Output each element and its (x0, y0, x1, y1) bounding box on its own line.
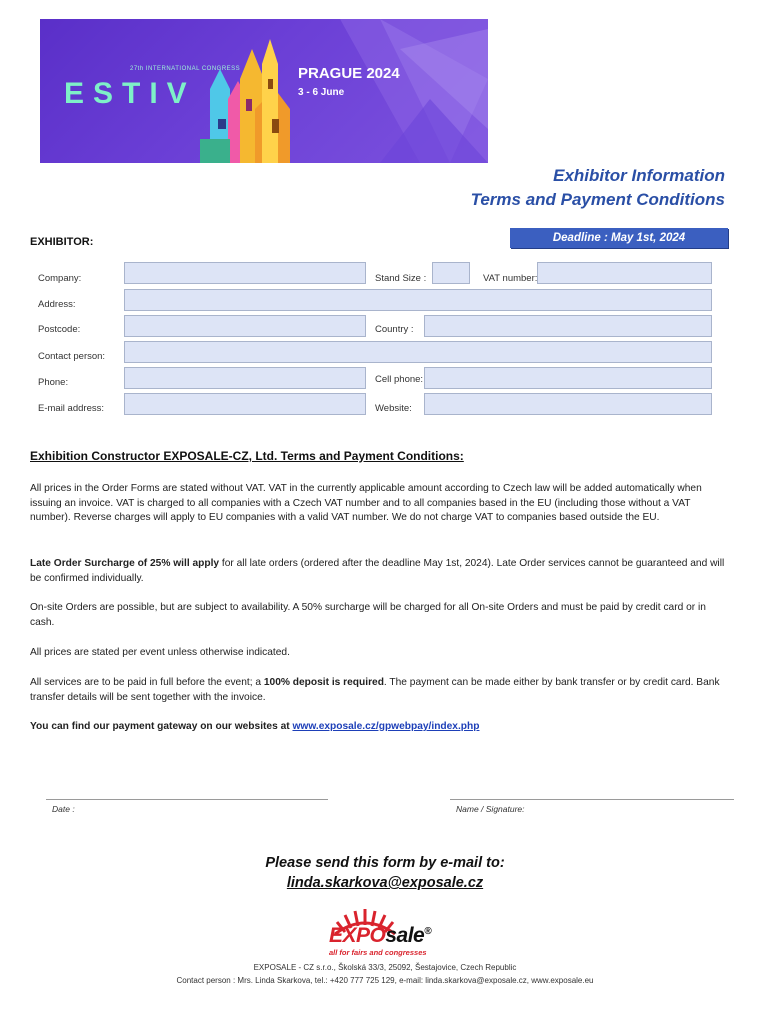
phone-label: Phone: (38, 377, 69, 388)
vat-number-label: VAT number: (483, 273, 538, 284)
banner-congress-text: 27th INTERNATIONAL CONGRESS (130, 66, 241, 72)
late-order-text: for all late orders (ordered after the deadline May 1st, 2024). Late Order services cannot be guaranteed and will be confirmed individually. (30, 558, 725, 584)
company-field[interactable] (124, 262, 366, 284)
terms-paragraph-vat: All prices in the Order Forms are stated without VAT. VAT in the currently applicable amount according to Czech law will be added automatically when issuing an invoice. VAT is charged to all companies with a Czech VAT number and to all companies based in the EU (including those without a VAT number). Reverse charges will apply to EU companies with a valid VAT number. We do not charge VAT to companies based outside the EU. (30, 483, 702, 524)
banner-logo-text: ESTIV (64, 77, 196, 110)
email-field[interactable] (124, 393, 366, 415)
country-label: Country : (375, 324, 414, 335)
banner-dates: 3 - 6 June (298, 87, 345, 98)
late-order-bold: Late Order Surcharge of 25% will apply (30, 558, 220, 569)
payment-gateway-link[interactable]: www.exposale.cz/gpwebpay/index.php (292, 721, 480, 732)
address-field[interactable] (124, 289, 712, 311)
logo-wordmark (329, 924, 431, 948)
phone-field[interactable] (124, 367, 366, 389)
banner-city: PRAGUE 2024 (298, 65, 400, 82)
postcode-label: Postcode: (38, 324, 81, 335)
logo-tagline: all for fairs and congresses (329, 948, 427, 957)
footer-contact: Contact person : Mrs. Linda Skarkova, tel.: +420 777 725 129, e-mail: linda.skarkova@exposale.cz, www.exposale.eu (176, 976, 594, 985)
terms-paragraph-gateway (30, 720, 725, 735)
terms-paragraph-onsite: On-site Orders are possible, but are subject to availability. A 50% surcharge will be charged for all On-site Orders and must be paid by credit card or in cash. (30, 602, 706, 628)
signature-line (450, 799, 734, 800)
payment-text-rest: . The payment can be made either by bank transfer or by credit card. Bank transfer details will be sent together with the invoice. (30, 677, 720, 703)
send-instruction: Please send this form by e-mail to: (265, 855, 505, 871)
email-label: E-mail address: (38, 403, 104, 414)
cell-phone-field[interactable] (424, 367, 712, 389)
footer-address: EXPOSALE - CZ s.r.o., Školská 33/3, 25092, Šestajovice, Czech Republic (253, 963, 517, 972)
exhibitor-heading: EXHIBITOR: (30, 236, 94, 248)
event-banner (40, 19, 488, 163)
date-label: Date : (52, 804, 75, 814)
date-line (46, 799, 328, 800)
contact-person-label: Contact person: (38, 351, 106, 362)
payment-text-start: All services are to be paid in full before the event; a (30, 677, 264, 688)
terms-paragraph-late-order (30, 557, 725, 586)
postcode-field[interactable] (124, 315, 366, 337)
address-label: Address: (38, 299, 76, 310)
page-title: Exhibitor Information (553, 166, 725, 185)
send-email-link[interactable]: linda.skarkova@exposale.cz (286, 875, 484, 891)
terms-heading: Exhibition Constructor EXPOSALE-CZ, Ltd. Terms and Payment Conditions: (30, 449, 464, 463)
cell-phone-label: Cell phone: (375, 374, 424, 385)
send-email-row (0, 875, 770, 891)
logo-registered: ® (424, 926, 432, 937)
exposale-logo (325, 902, 450, 960)
page-subtitle: Terms and Payment Conditions (470, 190, 725, 209)
website-field[interactable] (424, 393, 712, 415)
deadline-badge: Deadline : May 1st, 2024 (510, 228, 728, 248)
website-label: Website: (375, 403, 412, 414)
vat-number-field[interactable] (537, 262, 712, 284)
company-label: Company: (38, 273, 82, 284)
stand-size-label: Stand Size : (375, 273, 427, 284)
contact-person-field[interactable] (124, 341, 712, 363)
logo-brand-expo: EXPO (329, 924, 386, 947)
signature-label: Name / Signature: (456, 804, 525, 814)
deposit-bold: 100% deposit is required (263, 677, 384, 688)
terms-paragraph-prices: All prices are stated per event unless otherwise indicated. (30, 647, 290, 658)
stand-size-field[interactable] (432, 262, 470, 284)
terms-paragraph-payment (30, 676, 725, 705)
country-field[interactable] (424, 315, 712, 337)
logo-brand-sale: sale (385, 924, 425, 947)
gateway-text: You can find our payment gateway on our websites at (30, 721, 293, 732)
